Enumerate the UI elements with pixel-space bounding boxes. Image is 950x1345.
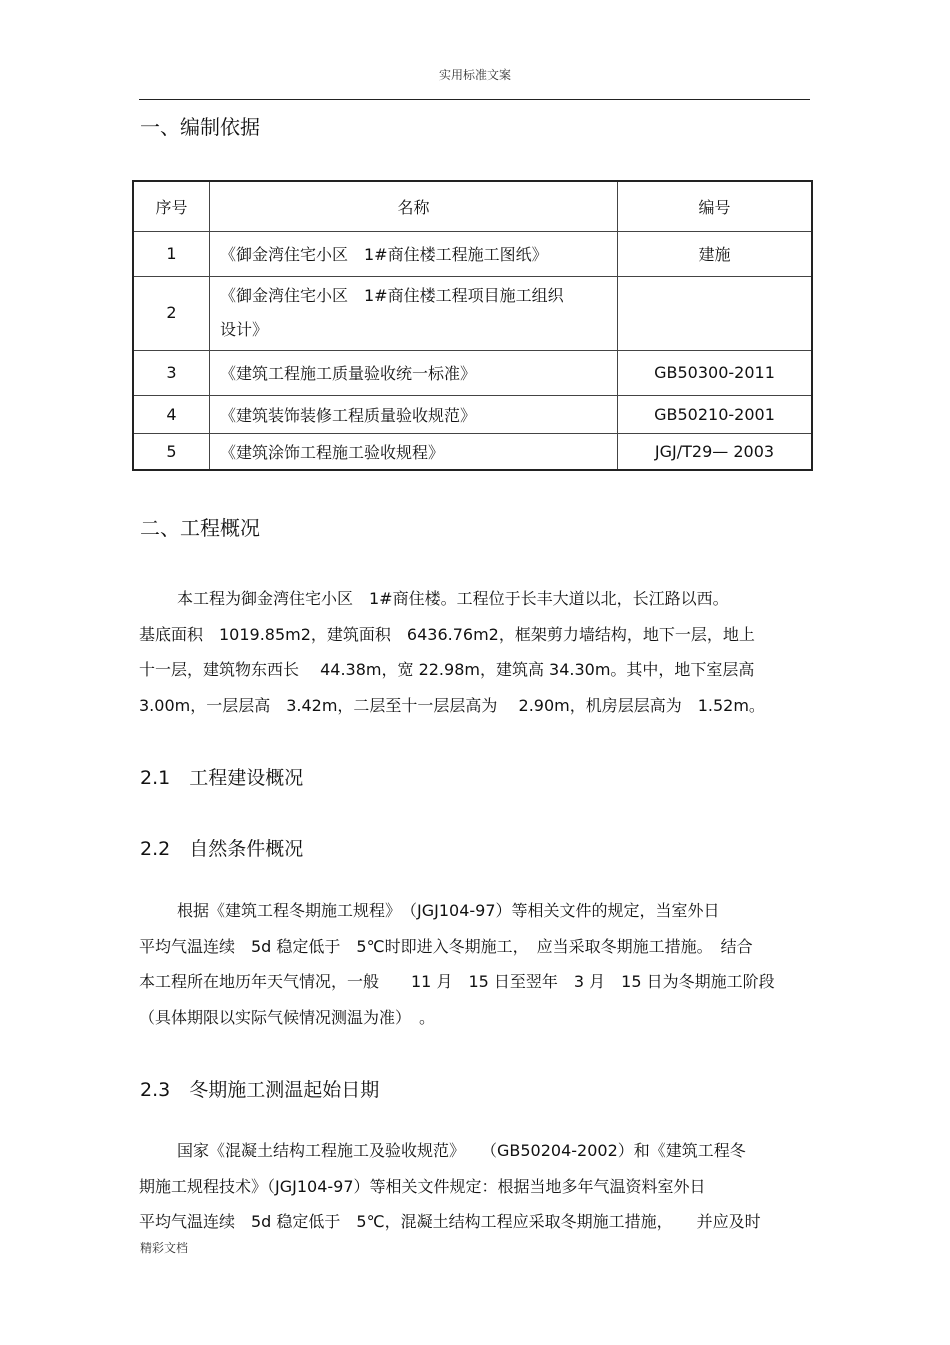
- paragraph-line: 本工程所在地历年天气情况，一般 11 月 15 日至翌年 3 月 15 日为冬期施工阶段: [139, 972, 775, 991]
- row-name-cell: [210, 276, 618, 350]
- page-footer: 精彩文档: [140, 1241, 189, 1255]
- paragraph-line: （具体期限以实际气候情况测温为准） 。: [139, 1007, 436, 1027]
- header-cell-no: 序号: [133, 181, 210, 231]
- row-name: 《御金湾住宅小区 1#商住楼工程施工图纸》: [210, 231, 618, 276]
- row-no: 4: [133, 395, 210, 433]
- row-code: GB50210-2001: [618, 395, 813, 433]
- paragraph-line: 平均气温连续 5d 稳定低于 5℃时即进入冬期施工， 应当采取冬期施工措施。 结合: [139, 936, 753, 956]
- row-code: 建施: [618, 231, 813, 276]
- header-divider: [139, 99, 810, 100]
- subsection-2-1-title: 2.1 工程建设概况: [140, 767, 304, 789]
- page-header: 实用标准文案: [438, 68, 511, 82]
- paragraph-line: 十一层，建筑物东西长 44.38m，宽 22.98m，建筑高 34.30m。其中，地下室层高: [139, 660, 755, 679]
- row-code: [618, 276, 813, 350]
- natural-conditions-paragraph: [139, 893, 811, 1035]
- temperature-start-paragraph: [139, 1133, 811, 1240]
- row-code: GB50300-2011: [618, 350, 813, 395]
- paragraph-line: 本工程为御金湾住宅小区 1#商住楼。工程位于长丰大道以北，长江路以西。: [177, 589, 729, 608]
- header-cell-code: 编号: [618, 181, 813, 231]
- table-row: [133, 231, 812, 276]
- table-row: [133, 276, 812, 350]
- subsection-2-2-title: 2.2 自然条件概况: [140, 838, 304, 860]
- table-row: [133, 433, 812, 470]
- row-no: 5: [133, 433, 210, 470]
- table-row: [133, 350, 812, 395]
- paragraph-line: 平均气温连续 5d 稳定低于 5℃，混凝土结构工程应采取冬期施工措施， 并应及时: [139, 1212, 761, 1231]
- row-name: 《建筑工程施工质量验收统一标准》: [210, 350, 618, 395]
- row-no: 2: [133, 276, 210, 350]
- row-name: 《御金湾住宅小区 1#商住楼工程项目施工组织: [220, 286, 564, 305]
- row-no: 1: [133, 231, 210, 276]
- paragraph-line: 国家《混凝土结构工程施工及验收规范》 （GB50204-2002）和《建筑工程冬: [177, 1141, 746, 1160]
- paragraph-line: 3.00m，一层层高 3.42m，二层至十一层层高为 2.90m，机房层层高为 1.52m。: [139, 695, 765, 715]
- row-name: 《建筑装饰装修工程质量验收规范》: [210, 395, 618, 433]
- row-code: JGJ/T29— 2003: [618, 433, 813, 470]
- row-name-continued: 设计》: [220, 320, 269, 339]
- paragraph-line: 期施工规程技术》（JGJ104-97）等相关文件规定：根据当地多年气温资料室外日: [139, 1176, 706, 1196]
- paragraph-line: 根据《建筑工程冬期施工规程》 （JGJ104-97）等相关文件的规定，当室外日: [177, 901, 720, 920]
- row-name: 《建筑涂饰工程施工验收规程》: [210, 433, 618, 470]
- row-no: 3: [133, 350, 210, 395]
- header-cell-name: 名称: [210, 181, 618, 231]
- overview-paragraph: [139, 581, 811, 723]
- table-row: [133, 395, 812, 433]
- paragraph-line: 基底面积 1019.85m2，建筑面积 6436.76m2，框架剪力墙结构，地下一层，地上: [139, 624, 755, 644]
- table-header-row: [133, 181, 812, 231]
- section1-title: 一、编制依据: [140, 115, 260, 139]
- subsection-2-3-title: 2.3 冬期施工测温起始日期: [140, 1079, 380, 1101]
- basis-table: [132, 180, 813, 471]
- section2-title: 二、工程概况: [140, 516, 260, 540]
